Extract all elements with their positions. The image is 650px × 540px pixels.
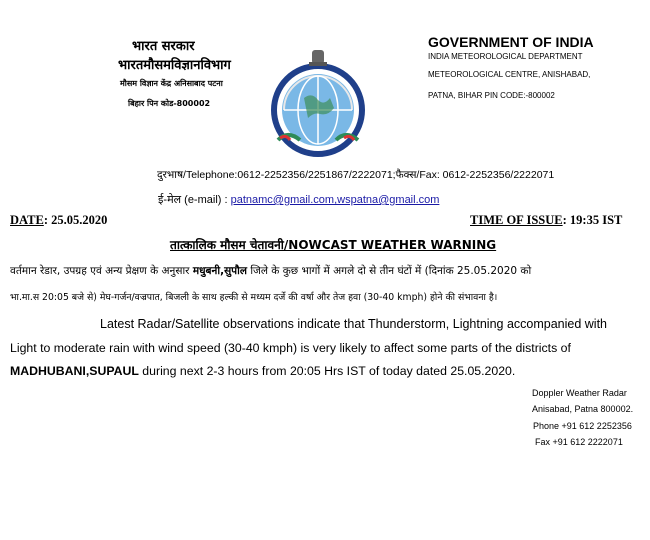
email-link[interactable]: patnamc@gmail.com,wspatna@gmail.com <box>230 194 440 206</box>
hindi-districts: मधुबनी,सुपौल <box>192 265 247 277</box>
hindi-body-text-c: जिले के कुछ भागों में अगले दो से तीन घंटों में (दिनांक 25.05.2020 को <box>246 265 532 277</box>
footer-fax: Fax +91 612 2222071 <box>535 437 623 447</box>
hindi-centre-name: मौसम विज्ञान केंद्र अनिसाबाद पटना <box>120 79 223 88</box>
email-label: ई-मेल (e-mail) : <box>158 194 228 206</box>
hindi-dept-title: भारतमौसमविज्ञानविभाग <box>118 58 231 73</box>
time-of-issue-line <box>470 213 622 228</box>
english-districts: MADHUBANI,SUPAUL <box>10 364 139 378</box>
footer-address: Anisabad, Patna 800002. <box>532 404 634 414</box>
english-centre-name: METEOROLOGICAL CENTRE, ANISHABAD, <box>428 70 591 79</box>
hindi-body-line2: भा.मा.स 20:05 बजे से) मेघ-गर्जन/वज्रपात, बिजली के साथ हल्की से मध्यम दर्जे की वर्षा और तेज हवा (30-40 kmph) होने की संभावना है। <box>10 292 498 303</box>
time-label: TIME OF ISSUE <box>470 213 563 227</box>
hindi-pin-code: बिहार पिन कोड-800002 <box>128 99 211 108</box>
date-value: : 25.05.2020 <box>43 213 108 227</box>
english-body-text: during next 2-3 hours from 20:05 Hrs IST of today dated 25.05.2020. <box>138 364 516 378</box>
english-dept-title: INDIA METEOROLOGICAL DEPARTMENT <box>428 52 583 61</box>
imd-emblem-icon <box>268 48 368 160</box>
hindi-body-line1 <box>10 264 531 278</box>
english-body-line1: Latest Radar/Satellite observations indicate that Thunderstorm, Lightning accompanied with <box>100 317 608 331</box>
english-govt-title: GOVERNMENT OF INDIA <box>428 34 594 50</box>
footer-radar-name: Doppler Weather Radar <box>532 388 627 398</box>
warning-title: तात्कालिक मौसम चेतावनी/NOWCAST WEATHER WARNING <box>170 238 497 252</box>
date-label: DATE <box>10 213 44 227</box>
english-body-line3 <box>10 364 515 378</box>
time-value: : 19:35 IST <box>562 213 623 227</box>
date-line <box>10 213 107 228</box>
telephone-fax-line: दुरभाष/Telephone:0612-2252356/2251867/2222071;फैक्स/Fax: 0612-2252356/2222071 <box>157 169 555 181</box>
hindi-body-text-a: वर्तमान रेडार, उपग्रह एवं अन्य प्रेक्षण के अनुसार <box>10 265 193 277</box>
email-line <box>158 192 439 207</box>
footer-phone: Phone +91 612 2252356 <box>533 421 632 431</box>
english-body-line2: Light to moderate rain with wind speed (30-40 kmph) is very likely to affect some parts of the districts of <box>10 341 571 355</box>
hindi-govt-title: भारत सरकार <box>132 39 195 54</box>
english-pin-code: PATNA, BIHAR PIN CODE:-800002 <box>428 91 555 100</box>
